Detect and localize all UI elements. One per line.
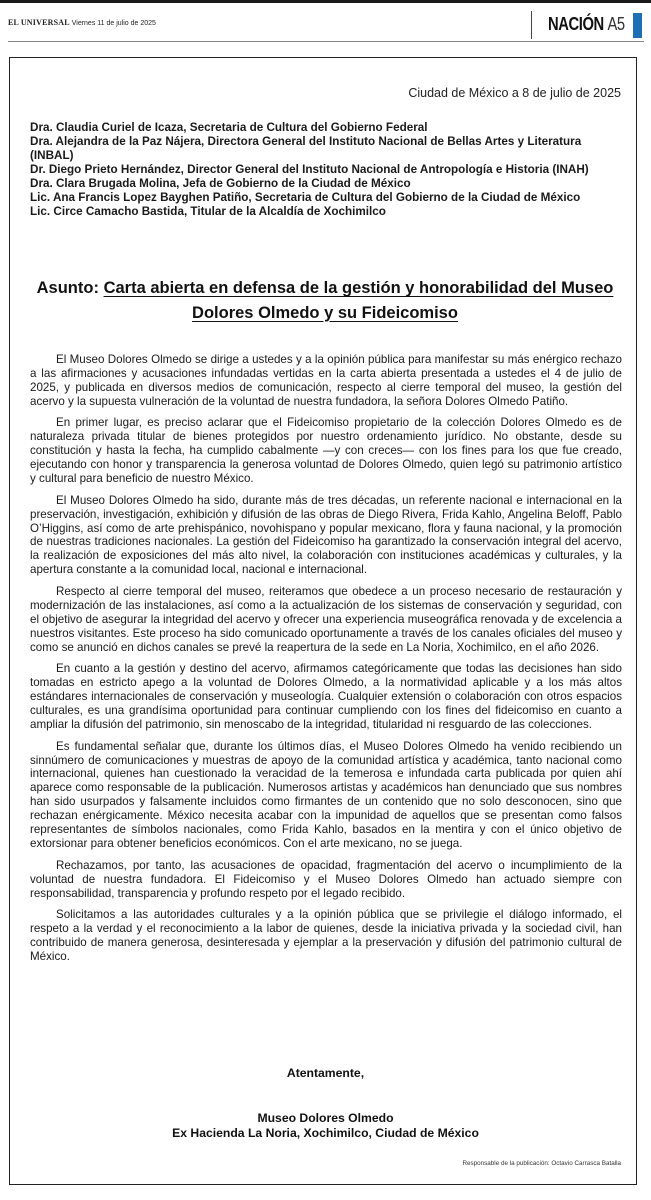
signature-name: Museo Dolores Olmedo [257,1111,394,1125]
body-paragraph: El Museo Dolores Olmedo se dirige a ustedes y a la opinión pública para manifestar su más enérgico rechazo a las afirmaciones y acusaciones infundadas vertidas en la carta abierta presentada a ustedes el 4 de julio de 2025, y publicada en diversos medios de comunicación, respecto al cierre temporal del museo, la gestión del acervo y la supuesta vulneración de la voluntad de nuestra fundadora, la señora Dolores Olmedo Patiño. [30,353,622,408]
body-paragraph: En cuanto a la gestión y destino del acervo, afirmamos categóricamente que todas las decisiones han sido tomadas en estricto apego a la voluntad de Dolores Olmedo, a la normatividad aplicable y a los más altos estándares internacionales de conservación y museología. Cualquier extensión o colaboración con otros espacios culturales, es una grandísima oportunidad para continuar cumpliendo con los fines del fideicomiso en cuanto a ampliar la difusión del patrimonio, sin menoscabo de la integridad, titularidad ni resguardo de las colecciones. [30,662,622,731]
subject-title: Carta abierta en defensa de la gestión y honorabilidad del Museo Dolores Olmedo y su Fideicomiso [103,279,614,322]
addressee-list [30,121,590,219]
section-name: NACIÓN [548,14,604,34]
subject-heading [30,276,620,325]
addressee: Dr. Diego Prieto Hernández, Director General del Instituto Nacional de Antropología e Historia (INAH) [30,163,589,176]
body-paragraph: Solicitamos a las autoridades culturales y a la opinión pública que se privilegie el diálogo informado, el respeto a la verdad y el reconocimiento a la labor de quienes, desde la iniciativa privada y la sociedad civil, han contribuido de manera generosa, desinteresada y ejemplar a la preservación y difusión del patrimonio cultural de México. [30,908,622,963]
addressee: Lic. Ana Francis Lopez Bayghen Patiño, Secretaria de Cultura del Gobierno de la Ciudad de México [30,191,581,204]
closing-salutation: Atentamente, [286,1066,365,1080]
issue-date: Viernes 11 de julio de 2025 [71,20,156,27]
body-paragraph: Es fundamental señalar que, durante los últimos días, el Museo Dolores Olmedo ha venido recibiendo un sinnúmero de comunicaciones y muestras de apoyo de la comunidad artística y académica, tanto nacional como internacional, quienes han cuestionado la veracidad de la temerosa e infundada carta publicada por quien ahí aparece como responsable de la publicación. Numerosos artistas y académicos han denunciado que sus nombres han sido usurpados y falsamente incluidos como firmantes de un contenido que no solo desconocen, sino que rechazan enérgicamente. México necesita acabar con la impunidad de aquellos que se presentan como falsos representantes de símbolos nacionales, como Frida Kahlo, basados en la mentira y con el único objetivo de extorsionar para obtener beneficios económicos. Con el arte mexicano, no se juega. [30,739,622,850]
addressee: Lic. Circe Camacho Bastida, Titular de la Alcaldía de Xochimilco [30,205,386,218]
place-date: Ciudad de México a 8 de julio de 2025 [408,86,621,100]
letter-body [30,353,622,972]
addressee: Dra. Claudia Curiel de Icaza, Secretaria de Cultura del Gobierno Federal [30,121,428,134]
body-paragraph: En primer lugar, es preciso aclarar que el Fideicomiso propietario de la colección Dolores Olmedo es de naturaleza privada titular de bienes protegidos por nuestro ordenamiento jurídico. No obstante, desde su constitución y hasta la fecha, ha cumplido cabalmente —y con creces— con los fines para los que fue creado, ejecutando con honor y transparencia la generosa voluntad de Dolores Olmedo, quien legó su patrimonio artístico y cultural para beneficio de nuestro México. [30,416,622,486]
publication-credit: Responsable de la publicación: Octavio Carrasca Batalla [462,1160,621,1167]
body-paragraph: Respecto al cierre temporal del museo, reiteramos que obedece a un proceso necesario de restauración y modernización de las instalaciones, así como a la actualización de los sistemas de conservación y seguridad, con el objetivo de asegurar la integridad del acervo y ofrecer una experiencia museográfica renovada y de excelencia a nuestros visitantes. Este proceso ha sido comunicado oportunamente a través de los canales oficiales del museo y como se anunció en dichos canales se prevé la reapertura de la sede en La Noria, Xochimilco, en el año 2026. [30,584,622,654]
masthead [8,18,156,27]
header-rule [8,41,644,42]
section-label [548,14,625,35]
signature-address: Ex Hacienda La Noria, Xochimilco, Ciudad de México [172,1126,479,1140]
addressee: Dra. Alejandra de la Paz Nájera, Directora General del Instituto Nacional de Bellas Artes y Literatura (INBAL) [30,135,582,162]
body-paragraph: Rechazamos, por tanto, las acusaciones de opacidad, fragmentación del acervo o incumplimiento de la voluntad de nuestra fundadora. El Fideicomiso y el Museo Dolores Olmedo han actuado siempre con responsabilidad, transparencia y profundo respeto por el legado recibido. [30,858,622,900]
subject-label: Asunto: [36,279,99,297]
page-number: A5 [607,14,625,34]
newspaper-brand: EL UNIVERSAL [8,18,70,27]
body-paragraph: El Museo Dolores Olmedo ha sido, durante más de tres décadas, un referente nacional e internacional en la preservación, investigación, exhibición y difusión de las obras de Diego Rivera, Frida Kahlo, Angelina Beloff, Pablo O’Higgins, así como de arte prehispánico, novohispano y popular mexicano, flora y fauna nacional, y la promoción de nuestras tradiciones nacionales. La gestión del Fideicomiso ha garantizado la conservación integral del acervo, la realización de exposiciones del más alto nivel, la colaboración con instituciones académicas y culturales, y la apertura constante a la comunidad local, nacional e internacional. [30,493,622,577]
addressee: Dra. Clara Brugada Molina, Jefa de Gobierno de la Ciudad de México [30,177,411,190]
section-accent-bar [633,13,642,38]
top-rule [0,0,651,3]
